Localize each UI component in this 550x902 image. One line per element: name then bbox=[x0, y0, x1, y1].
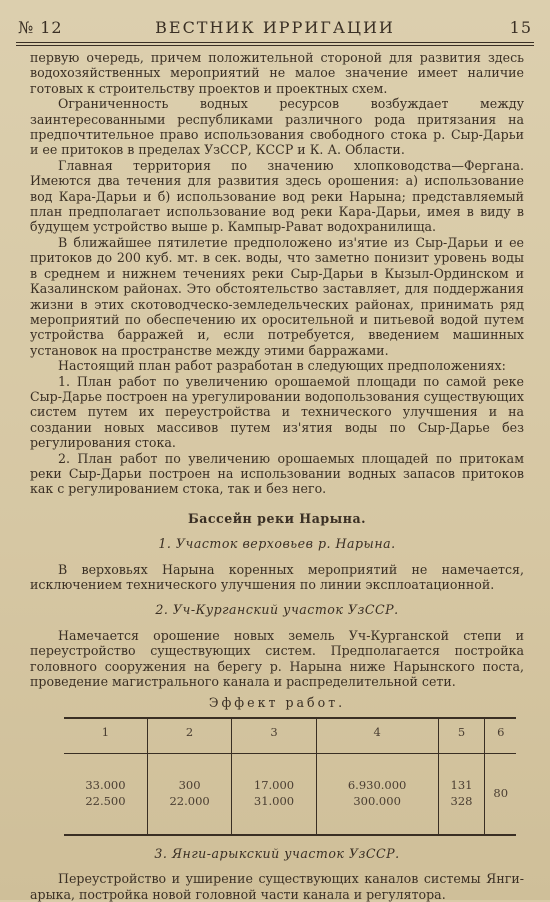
table-row bbox=[64, 778, 516, 794]
table-header-cell: 3 bbox=[232, 718, 316, 754]
table-cell: 80 bbox=[485, 778, 516, 810]
subsection-title-2: 2. Уч-Курганский участок УзССР. bbox=[155, 602, 399, 618]
paragraph: Ограниченность водных ресурсов возбуждает между заинтересованными республиками различного рода притязания на предпочтительное право использования свободного стока р. Сыр-Дарьи и ее притоков в пределах УзССР, КССР и К. А. Области. bbox=[30, 96, 524, 158]
journal-title: ВЕСТНИК ИРРИГАЦИИ bbox=[155, 18, 395, 37]
paragraph: первую очередь, причем положительной стороной для развития здесь водохозяйственных мероприятий не малое значение имеет наличие готовых к строительству проектов и проектных схем. bbox=[30, 50, 524, 96]
table-cell: 31.000 bbox=[232, 794, 316, 810]
effect-table bbox=[64, 717, 516, 836]
paragraph: Главная территория по значению хлопководства—Фергана. Имеются два течения для развития здесь орошения: а) использование вод Кара-Дарьи и б) использование вод реки Нарына; представляемый план предполагает использование вод реки Кара-Дарьи, имея в виду в будущем устройство выше р. Кампыр-Рават водохранилища. bbox=[30, 157, 524, 235]
page-header bbox=[18, 14, 532, 40]
page-number: 15 bbox=[509, 18, 532, 37]
paragraph: 1. План работ по увеличению орошаемой площади по самой реке Сыр-Дарье построен на урегулировании водопользования существующих систем путем их переустройства и технического улучшения и на создании новых массивов путем из'ятия воды по Сыр-Дарье без регулирования стока. bbox=[30, 373, 524, 451]
table-row bbox=[64, 794, 516, 810]
table-cell: 328 bbox=[438, 794, 485, 810]
paragraph: Переустройство и уширение существующих каналов системы Янги-арыка, постройка новой головной части канала и регулятора. bbox=[30, 871, 524, 902]
table-cell: 22.000 bbox=[147, 794, 231, 810]
table-cell: 33.000 bbox=[85, 778, 126, 793]
section-title: Бассейн реки Нарына. bbox=[187, 510, 367, 526]
header-rule-thin bbox=[16, 45, 534, 46]
subsection-title-1: 1. Участок верховьев р. Нарына. bbox=[158, 536, 396, 552]
table-spacer-row bbox=[64, 810, 516, 835]
effect-title: Эффект работ. bbox=[208, 695, 346, 711]
table-header-cell: 2 bbox=[147, 718, 231, 754]
table-cell: 22.500 bbox=[85, 794, 126, 809]
table-cell: 131 bbox=[438, 778, 485, 794]
table-cell: 6.930.000 bbox=[316, 778, 438, 794]
paragraph: В верховьях Нарына коренных мероприятий не намечается, исключением технического улучшения по линии эксплоатационной. bbox=[30, 561, 524, 592]
header-rule bbox=[16, 42, 534, 43]
subsection-title-3: 3. Янги-арыкский участок УзССР. bbox=[154, 845, 400, 861]
paragraph: Настоящий план работ разработан в следующих предположениях: bbox=[58, 358, 506, 374]
table-header-cell: 4 bbox=[316, 718, 438, 754]
table-header-row bbox=[64, 718, 516, 754]
table-header-cell: 1 bbox=[64, 718, 147, 754]
effect-table-wrap bbox=[64, 717, 516, 836]
table-header-cell: 6 bbox=[485, 718, 516, 754]
paragraph: Намечается орошение новых земель Уч-Курганской степи и переустройство существующих систем. Предполагается постройка головного сооружения на берегу р. Нарына ниже Нарынского поста, проведение магистрального канала и распределительной сети. bbox=[30, 627, 524, 690]
paragraph: В ближайшее пятилетие предположено из'ятие из Сыр-Дарьи и ее притоков до 200 куб. мт. в сек. воды, что заметно понизит уровень воды в среднем и нижнем течениях реки Сыр-Дарьи в Кызыл-Ординском и Казалинском районах. Это обстоятельство заставляет, для поддержания жизни в этих скотоводческо-земледельческих районах, принимать ряд мероприятий по обеспечению их оросительной и питьевой водой путем устройства барражей и, если потребуется, введением машинных установок на пространстве между этими барражами. bbox=[30, 234, 524, 358]
table-cell: 17.000 bbox=[232, 778, 316, 794]
table-cell: 300 bbox=[147, 778, 231, 794]
paragraph: 2. План работ по увеличению орошаемых площадей по притокам реки Сыр-Дарьи построен на использовании водных запасов притоков как с регулированием стока, так и без него. bbox=[30, 450, 524, 497]
table-header-cell: 5 bbox=[438, 718, 485, 754]
table-cell: 300.000 bbox=[316, 794, 438, 810]
article-body bbox=[30, 50, 524, 902]
table-spacer-row bbox=[64, 753, 516, 778]
issue-number: № 12 bbox=[18, 18, 63, 37]
